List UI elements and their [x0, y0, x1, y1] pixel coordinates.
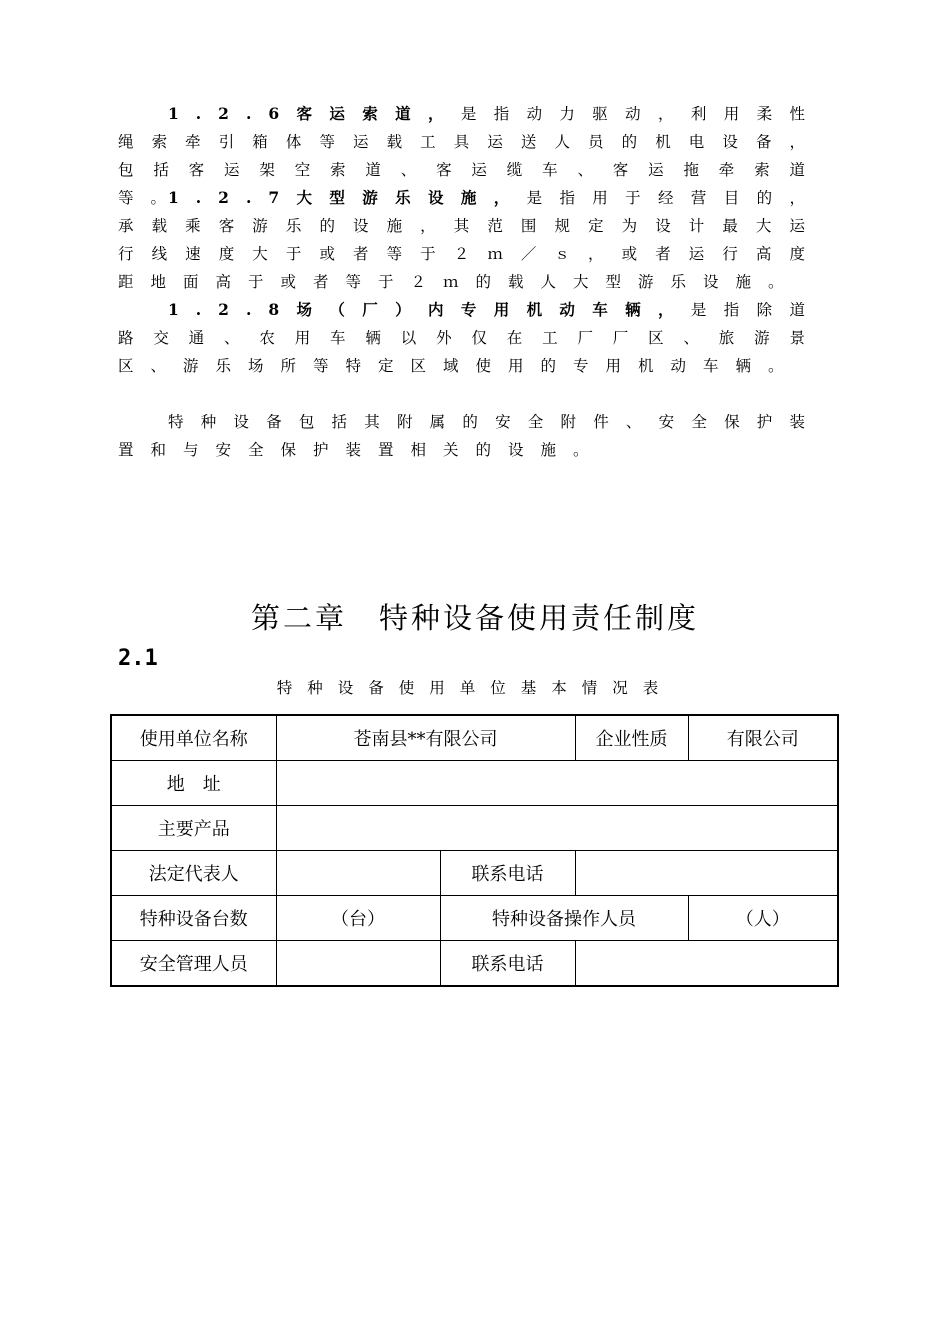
address-value [276, 761, 838, 806]
legal-rep-label: 法定代表人 [111, 851, 276, 896]
section-number: 2.1 [118, 646, 158, 671]
paragraph-site-vehicles [118, 296, 822, 380]
operators-value: （人） [688, 896, 838, 941]
main-products-value [276, 806, 838, 851]
legal-rep-value [276, 851, 440, 896]
table-row [111, 851, 838, 896]
clause-term: 大型游乐设施， [296, 188, 527, 207]
safety-manager-label: 安全管理人员 [111, 941, 276, 987]
main-products-label: 主要产品 [111, 806, 276, 851]
unit-name-value: 苍南县**有限公司 [276, 715, 575, 761]
clause-text: 是指除道路交通、农用车辆以外仅在工厂厂区、旅游景区、游乐场所等特定区域使用的专用机动车辆。 [118, 301, 822, 375]
safety-manager-value [276, 941, 440, 987]
enterprise-type-label: 企业性质 [575, 715, 688, 761]
equipment-count-value: （台） [276, 896, 440, 941]
paragraph-amusement-facility [118, 184, 822, 296]
clause-term: 场（厂）内专用机动车辆， [296, 300, 691, 319]
table-row [111, 761, 838, 806]
equipment-count-label: 特种设备台数 [111, 896, 276, 941]
address-label: 地 址 [111, 761, 276, 806]
phone-value [575, 851, 838, 896]
paragraph-note: 特种设备包括其附属的安全附件、安全保护装置和与安全保护装置相关的设施。 [118, 413, 822, 459]
operators-label: 特种设备操作人员 [440, 896, 688, 941]
enterprise-type-value: 有限公司 [688, 715, 838, 761]
basic-info-table [110, 714, 839, 987]
clause-term: 客运索道， [296, 104, 461, 123]
phone-value [575, 941, 838, 987]
unit-name-label: 使用单位名称 [111, 715, 276, 761]
chapter-title: 第二章 特种设备使用责任制度 [250, 601, 699, 635]
table-row [111, 941, 838, 987]
table-caption: 特种设备使用单位基本情况表 [276, 679, 674, 697]
phone-label: 联系电话 [440, 851, 575, 896]
clause-text: 是指动力驱动，利用柔性绳索牵引箱体等运载工具运送人员的机电设备，包括客运架空索道、客运缆车、客运拖牵索道等。 [118, 105, 822, 207]
clause-number: 1.2.6 [168, 104, 297, 123]
clause-number: 1.2.8 [168, 300, 297, 319]
clause-number: 1.2.7 [168, 188, 297, 207]
table-row [111, 806, 838, 851]
table-row [111, 715, 838, 761]
phone-label: 联系电话 [440, 941, 575, 987]
clause-text: 是指用于经营目的，承载乘客游乐的设施，其范围规定为设计最大运行线速度大于或者等于２ｍ／ｓ，或者运行高度距地面高于或者等于２ｍ的载人大型游乐设施。 [118, 189, 822, 291]
table-row [111, 896, 838, 941]
